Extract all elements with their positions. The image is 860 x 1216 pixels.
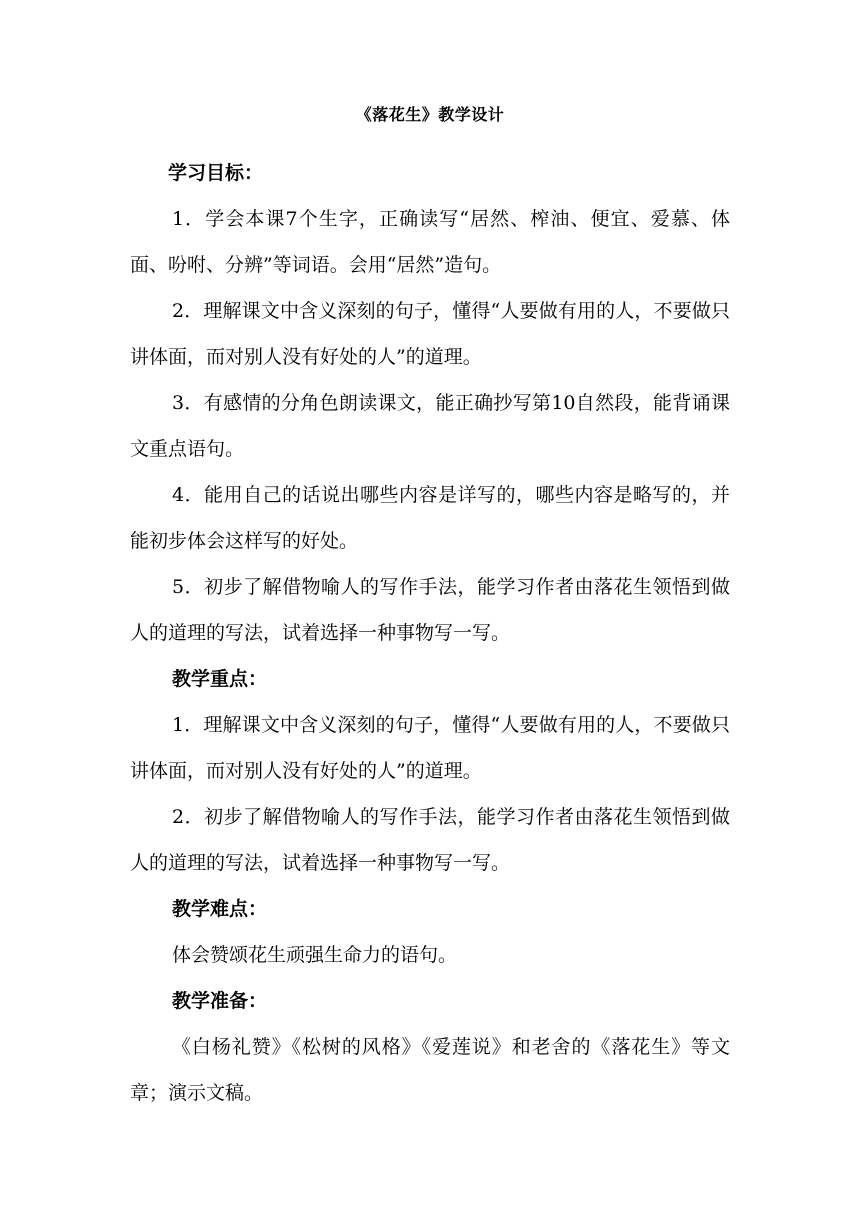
section-heading-difficulties: 教学难点： bbox=[172, 898, 268, 920]
paragraph: 《白杨礼赞》《松树的风格》《爱莲说》和老舍的《落花生》等文章；演示文稿。 bbox=[130, 1036, 730, 1104]
paragraph: 3．有感情的分角色朗读课文，能正确抄写第10自然段，能背诵课文重点语句。 bbox=[130, 392, 730, 460]
document-body bbox=[130, 150, 730, 1116]
section-heading-key-points: 教学重点： bbox=[172, 668, 268, 690]
paragraph: 2．理解课文中含义深刻的句子，懂得“人要做有用的人，不要做只讲体面，而对别人没有好处的人”的道理。 bbox=[130, 300, 730, 368]
section-heading-preparation: 教学准备： bbox=[172, 990, 268, 1012]
section-heading-learning-goals: 学习目标： bbox=[168, 162, 264, 184]
paragraph: 5．初步了解借物喻人的写作手法，能学习作者由落花生领悟到做人的道理的写法，试着选择一种事物写一写。 bbox=[130, 576, 730, 644]
paragraph: 4．能用自己的话说出哪些内容是详写的，哪些内容是略写的，并能初步体会这样写的好处。 bbox=[130, 484, 730, 552]
paragraph: 2．初步了解借物喻人的写作手法，能学习作者由落花生领悟到做人的道理的写法，试着选择一种事物写一写。 bbox=[130, 806, 730, 874]
paragraph: 体会赞颂花生顽强生命力的语句。 bbox=[172, 944, 458, 966]
document-title: 《落花生》教学设计 bbox=[355, 105, 505, 124]
paragraph: 1．学会本课7个生字，正确读写“居然、榨油、便宜、爱慕、体面、吩咐、分辨”等词语。会用“居然”造句。 bbox=[130, 208, 730, 276]
paragraph: 1．理解课文中含义深刻的句子，懂得“人要做有用的人，不要做只讲体面，而对别人没有好处的人”的道理。 bbox=[130, 714, 730, 782]
